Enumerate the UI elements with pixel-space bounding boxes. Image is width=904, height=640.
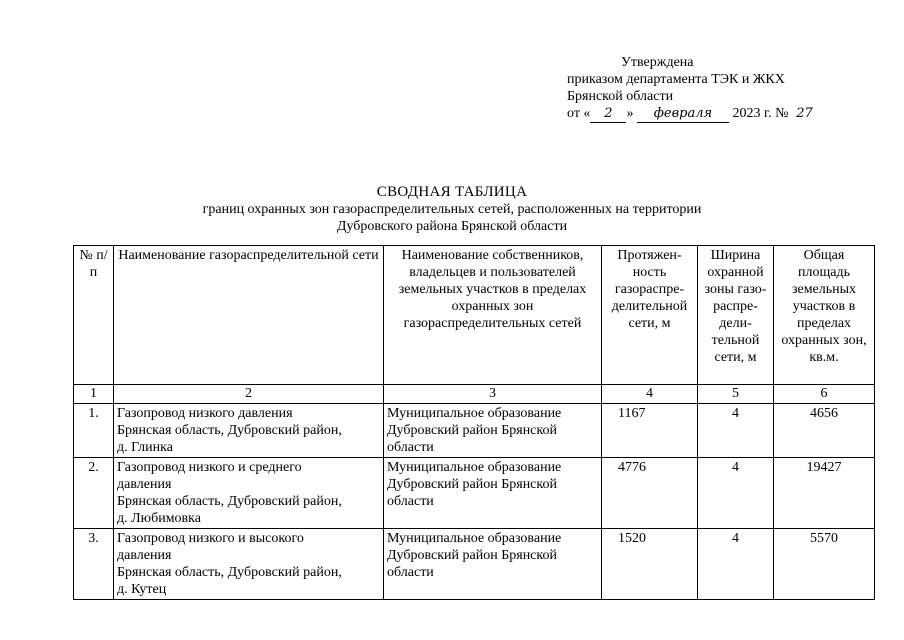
owner-line: Муниципальное образование [387,531,562,546]
area-cell: 19427 [774,458,875,529]
network-name-line: Брянская область, Дубровский район, [117,423,342,438]
owner-line: Дубровский район Брянской [387,548,557,563]
owner-line: Дубровский район Брянской [387,477,557,492]
network-name-line: давления [117,477,172,492]
network-name-cell [114,529,384,600]
date-quote-close: » [626,106,634,121]
document-heading [0,184,904,235]
handwritten-day: 2 [590,105,626,123]
header-owners: Наименование собственников, владельцев и пользователей земельных участков в пределах охранных зон газораспределительных сетей [384,246,602,385]
area-cell: 4656 [774,404,875,458]
zone-width-cell: 4 [698,529,774,600]
handwritten-number: 27 [796,106,813,121]
network-name-line: Газопровод низкого и среднего [117,460,302,475]
length-cell: 1520 [602,529,698,600]
table-row [74,458,875,529]
header-zone-width: Ширина охранной зоны газо-распре-дели-тельной сети, м [698,246,774,385]
date-year: 2023 г. [732,106,772,121]
approval-block [567,54,887,123]
column-number: 3 [384,385,602,404]
column-number: 1 [74,385,114,404]
document-title: СВОДНАЯ ТАБЛИЦА [376,184,528,200]
network-name-line: давления [117,548,172,563]
network-name-line: Брянская область, Дубровский район, [117,494,342,509]
table-row [74,529,875,600]
table-row [74,404,875,458]
number-sign: № [775,106,789,121]
summary-table [73,245,875,600]
header-number: № п/п [74,246,114,385]
row-number: 2. [74,458,114,529]
network-name-line: Газопровод низкого и высокого [117,531,304,546]
row-number: 1. [74,404,114,458]
owner-line: Муниципальное образование [387,460,562,475]
zone-width-cell: 4 [698,404,774,458]
network-name-cell [114,404,384,458]
document-subtitle-2: Дубровского района Брянской области [336,219,568,234]
header-length: Протяжен-ность газораспре-делительной сети, м [602,246,698,385]
owner-line: Дубровский район Брянской [387,423,557,438]
length-cell: 4776 [602,458,698,529]
header-network-name: Наименование газораспределительной сети [114,246,384,385]
header-row [74,246,875,385]
length-cell: 1167 [602,404,698,458]
network-name-line: Газопровод низкого давления [117,406,293,421]
approval-line-approved: Утверждена [621,55,694,70]
zone-width-cell: 4 [698,458,774,529]
document-subtitle-1: границ охранных зон газораспределительных сетей, расположенных на территории [202,202,702,217]
owner-cell [384,529,602,600]
approval-line-order: приказом департамента ТЭК и ЖКХ [567,72,785,87]
network-name-cell [114,458,384,529]
owner-line: Муниципальное образование [387,406,562,421]
column-number-row [74,385,875,404]
column-number: 4 [602,385,698,404]
owner-line: области [387,440,434,455]
network-name-line: Брянская область, Дубровский район, [117,565,342,580]
column-number: 6 [774,385,875,404]
network-name-line: д. Кутец [117,582,167,597]
column-number: 5 [698,385,774,404]
owner-cell [384,404,602,458]
owner-cell [384,458,602,529]
row-number: 3. [74,529,114,600]
network-name-line: д. Глинка [117,440,173,455]
column-number: 2 [114,385,384,404]
owner-line: области [387,565,434,580]
date-prefix: от « [567,106,591,121]
header-total-area: Общая площадь земельных участков в пределах охранных зон, кв.м. [774,246,875,385]
approval-date-line [567,105,887,123]
network-name-line: д. Любимовка [117,511,201,526]
approval-line-region: Брянской области [567,89,674,104]
area-cell: 5570 [774,529,875,600]
owner-line: области [387,494,434,509]
handwritten-month: февраля [637,105,729,123]
